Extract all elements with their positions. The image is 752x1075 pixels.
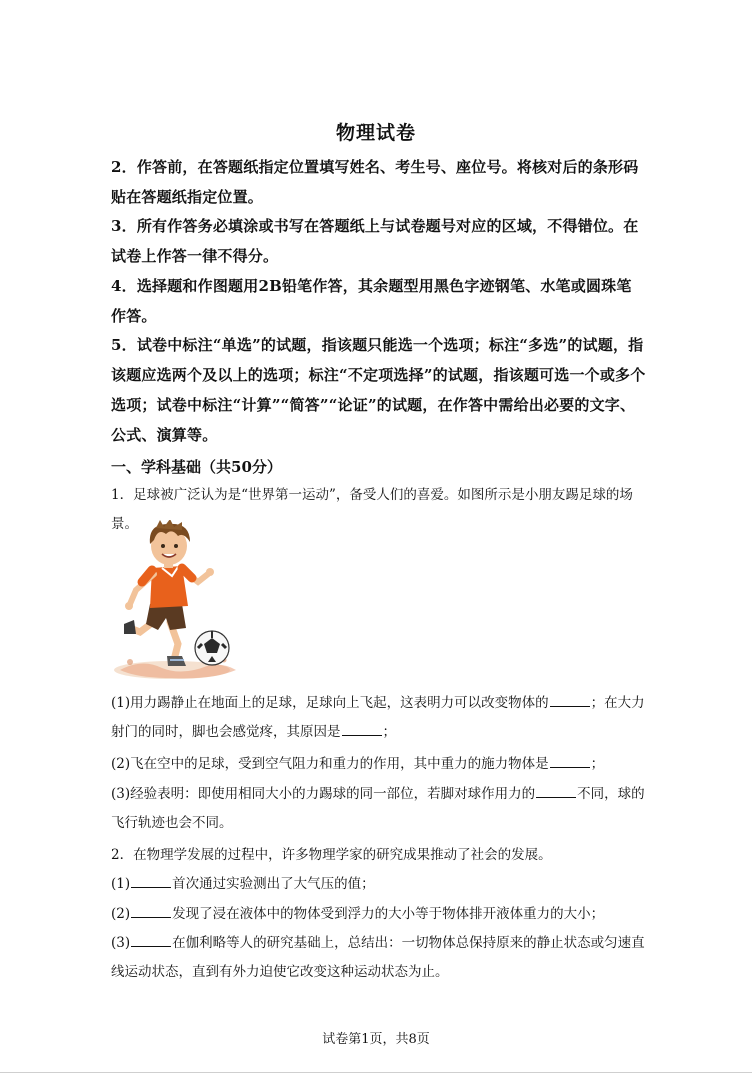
- answer-blank[interactable]: [131, 873, 171, 888]
- section-heading: 一、学科基础（共50分）: [111, 458, 282, 476]
- question-1-stem: 1．足球被广泛认为是“世界第一运动”，备受人们的喜爱。如图所示是小朋友踢足球的场景。: [111, 487, 633, 532]
- q1-p2-text-b: ；: [590, 756, 605, 772]
- instruction-3: 3．所有作答务必填涂或书写在答题纸上与试卷题号对应的区域，不得错位。在试卷上作答一律不得分。: [111, 217, 639, 265]
- answer-blank[interactable]: [131, 903, 171, 918]
- answer-blank[interactable]: [550, 692, 590, 707]
- answer-blank[interactable]: [342, 721, 382, 736]
- q2-p1-text-a: (1): [111, 876, 131, 892]
- q2-p1-text-b: 首次通过实验测出了大气压的值；: [172, 876, 375, 892]
- q1-p3-text-b: 不同，球的飞行轨迹也会不同。: [111, 786, 645, 831]
- question-2-part-3: [111, 929, 646, 987]
- instruction-2: 2．作答前，在答题纸指定位置填写姓名、考生号、座位号。将核对后的条形码贴在答题纸指定位置。: [111, 158, 639, 206]
- q2-p3-text-a: (3): [111, 935, 131, 951]
- answer-blank[interactable]: [131, 932, 171, 947]
- instruction-4: 4．选择题和作图题用2B铅笔作答，其余题型用黑色字迹钢笔、水笔或圆珠笔作答。: [111, 277, 632, 325]
- q1-p3-text-a: (3)经验表明：即使用相同大小的力踢球的同一部位，若脚对球作用力的: [111, 786, 536, 802]
- q2-p3-text-b: 在伽利略等人的研究基础上，总结出：一切物体总保持原来的静止状态或匀速直线运动状态，直到有外力迫使它改变这种运动状态为止。: [111, 935, 645, 980]
- answer-blank[interactable]: [550, 753, 590, 768]
- q1-p1-text-a: (1)用力踢静止在地面上的足球，足球向上飞起，这表明力可以改变物体的: [111, 695, 549, 711]
- q1-p1-text-c: ；: [382, 724, 396, 740]
- soccer-boy-illustration: [112, 520, 244, 682]
- page-footer: 试卷第1页，共8页: [322, 1032, 430, 1047]
- question-2-part-2: [111, 900, 646, 929]
- instruction-5: 5．试卷中标注“单选”的试题，指该题只能选一个选项；标注“多选”的试题，指该题应选两个及以上的选项；标注“不定项选择”的试题，指该题可选一个或多个选项；试卷中标注“计算”“简答”“论证”的试题，在作答中需给出必要的文字、公式、演算等。: [111, 336, 646, 444]
- question-2-stem: 2．在物理学发展的过程中，许多物理学家的研究成果推动了社会的发展。: [111, 847, 552, 863]
- q1-p2-text-a: (2)飞在空中的足球，受到空气阻力和重力的作用，其中重力的施力物体是: [111, 756, 549, 772]
- q2-p2-text-a: (2): [111, 906, 131, 922]
- q1-p1-text-b: ；在大力射门的同时，脚也会感觉疼，其原因是: [111, 695, 645, 740]
- question-2-part-1: [111, 870, 646, 899]
- page-title: 物理试卷: [335, 122, 416, 144]
- q2-p2-text-b: 发现了浸在液体中的物体受到浮力的大小等于物体排开液体重力的大小；: [172, 906, 605, 922]
- question-1-part-3: [111, 780, 646, 838]
- question-1-part-1: [111, 689, 646, 747]
- page-divider: [0, 1072, 752, 1073]
- answer-blank[interactable]: [536, 783, 576, 798]
- question-1-part-2: [111, 750, 646, 779]
